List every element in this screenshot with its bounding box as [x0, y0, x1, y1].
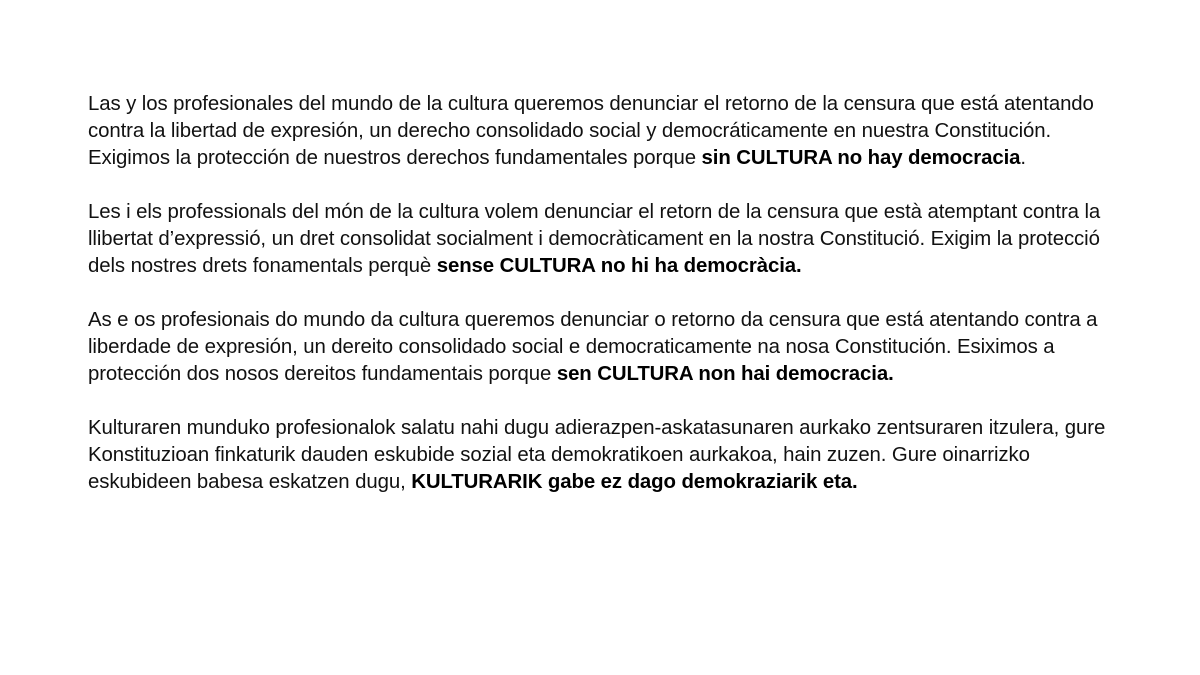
- paragraph-bold-text: sense CULTURA no hi ha democràcia.: [436, 255, 802, 277]
- paragraph-bold-text: sen CULTURA non hai democracia.: [556, 363, 894, 385]
- statement-text: [88, 91, 1118, 523]
- paragraph-spanish: [88, 91, 1118, 172]
- paragraph-bold-text: KULTURARIK gabe ez dago demokraziarik eta.: [411, 471, 858, 493]
- paragraph-basque: [88, 415, 1118, 496]
- paragraph-text: Kulturaren munduko profesionalok salatu nahi dugu adierazpen-askatasunaren aurkako zentsuraren itzulera, gure Konstituzioan finkaturik dauden eskubide sozial eta demokratikoen aurkakoa, hain zuzen. Gure oinarrizko eskubideen babesa eskatzen dugu,: [88, 417, 1106, 493]
- paragraph-text: Les i els professionals del món de la cultura volem denunciar el retorn de la censura que està atemptant contra la llibertat d’expressió, un dret consolidat socialment i democràticament en la nostra Constitució. Exigim la protecció dels nostres drets fonamentals perquè: [88, 201, 1101, 277]
- paragraph-text: Las y los profesionales del mundo de la cultura queremos denunciar el retorno de la censura que está atentando contra la libertad de expresión, un derecho consolidado social y democráticamente en nuestra Constitución. Exigimos la protección de nuestros derechos fundamentales porque: [88, 93, 1094, 169]
- paragraph-tail: .: [1020, 147, 1026, 169]
- paragraph-galician: [88, 307, 1118, 388]
- paragraph-text: As e os profesionais do mundo da cultura queremos denunciar o retorno da censura que está atentando contra a liberdade de expresión, un dereito consolidado social e democraticamente na nosa Constitución. Esiximos a protección dos nosos dereitos fundamentais porque: [88, 309, 1098, 385]
- paragraph-bold-text: sin CULTURA no hay democracia: [701, 147, 1021, 169]
- paragraph-catalan: [88, 199, 1118, 280]
